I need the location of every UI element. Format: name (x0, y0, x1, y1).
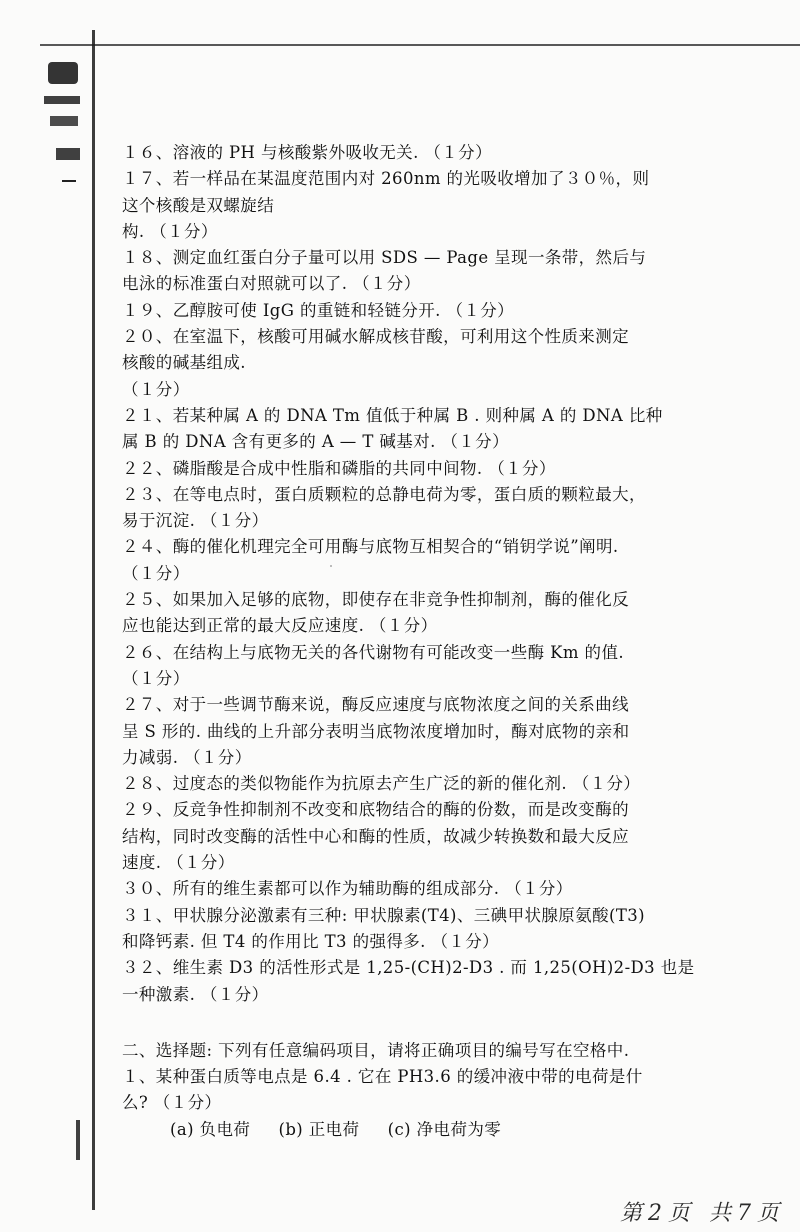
text-line: ２７、对于一些调节酶来说，酶反应速度与底物浓度之间的关系曲线 (122, 695, 629, 715)
text-line: （１分） (122, 668, 190, 688)
text-line: 这个核酸是双螺旋结 (122, 195, 275, 215)
text-line: ２５、如果加入足够的底物，即使存在非竞争性抑制剂，酶的催化反 (122, 590, 629, 610)
section-spacer (122, 1008, 772, 1038)
text-line: （１分） (122, 563, 190, 583)
text-line: 属 B 的 DNA 含有更多的 A — T 碱基对. （１分） (122, 432, 509, 452)
document-body (122, 140, 772, 1143)
text-line: ２２、磷脂酸是合成中性脂和磷脂的共同中间物. （１分） (122, 458, 556, 478)
text-line: ３１、甲状腺分泌激素有三种: 甲状腺素(T4)、三碘甲状腺原氨酸(T3) (122, 905, 645, 925)
text-line: ２１、若某种属 A 的 DNA Tm 值低于种属 B . 则种属 A 的 DNA 比种 (122, 405, 663, 425)
binding-edge-line (92, 30, 95, 1210)
text-line: ２４、酶的催化机理完全可用酶与底物互相契合的“销钥学说”阐明. (122, 537, 619, 557)
text-line: 呈 S 形的. 曲线的上升部分表明当底物浓度增加时，酶对底物的亲和 (122, 721, 630, 741)
text-line: 和降钙素. 但 T4 的作用比 T3 的强得多. （１分） (122, 931, 500, 951)
text-line: 结构，同时改变酶的活性中心和酶的性质，故减少转换数和最大反应 (122, 826, 629, 846)
text-line: １７、若一样品在某温度范围内对 260nm 的光吸收增加了３０％，则 (122, 169, 650, 189)
text-line: ２６、在结构上与底物无关的各代谢物有可能改变一些酶 Km 的值. (122, 642, 625, 662)
text-line: １９、乙醇胺可使 IgG 的重链和轻链分开. （１分） (122, 300, 515, 320)
scan-blot (76, 1120, 80, 1160)
text-line: 电泳的标准蛋白对照就可以了. （１分） (122, 274, 421, 294)
text-line: （１分） (122, 379, 190, 399)
scan-blot (50, 116, 78, 126)
scan-border-top (40, 44, 800, 46)
handwritten-page-number: 第2页 共7页 (620, 1201, 785, 1226)
text-line: ３２、维生素 D3 的活性形式是 1,25-(CH)2-D3 . 而 1,25(OH)2-D3 也是 (122, 958, 695, 978)
text-line: １８、测定血红蛋白分子量可以用 SDS — Page 呈现一条带，然后与 (122, 248, 647, 268)
text-line: ２８、过度态的类似物能作为抗原去产生广泛的新的催化剂. （１分） (122, 774, 641, 794)
scan-blot (44, 96, 80, 104)
text-line: 核酸的碱基组成. (122, 353, 246, 373)
text-line: 易于沉淀. （１分） (122, 511, 269, 531)
text-line: 构. （１分） (122, 221, 218, 241)
scan-blot (56, 148, 80, 160)
text-line: ２０、在室温下，核酸可用碱水解成核苷酸，可利用这个性质来测定 (122, 327, 629, 347)
text-line: 力减弱. （１分） (122, 747, 252, 767)
question-line: 么? （１分） (122, 1093, 222, 1113)
text-line: 速度. （１分） (122, 853, 235, 873)
text-line: 一种激素. （１分） (122, 984, 269, 1004)
text-line: ２９、反竞争性抑制剂不改变和底物结合的酶的份数，而是改变酶的 (122, 800, 629, 820)
question-line: １、某种蛋白质等电点是 6.4 . 它在 PH3.6 的缓冲液中带的电荷是什 (122, 1067, 643, 1087)
section-title: 二、选择题: 下列有任意编码项目，请将正确项目的编号写在空格中. (122, 1040, 630, 1060)
text-line: ３０、所有的维生素都可以作为辅助酶的组成部分. （１分） (122, 879, 573, 899)
scan-blot (48, 62, 78, 84)
text-line: ２３、在等电点时，蛋白质颗粒的总静电荷为零，蛋白质的颗粒最大， (122, 484, 646, 504)
answer-options: (a) 负电荷 (b) 正电荷 (c) 净电荷为零 (170, 1119, 502, 1139)
scan-tick (62, 180, 76, 182)
text-line: 应也能达到正常的最大反应速度. （１分） (122, 616, 438, 636)
text-line: １６、溶液的 PH 与核酸紫外吸收无关. （１分） (122, 143, 492, 162)
